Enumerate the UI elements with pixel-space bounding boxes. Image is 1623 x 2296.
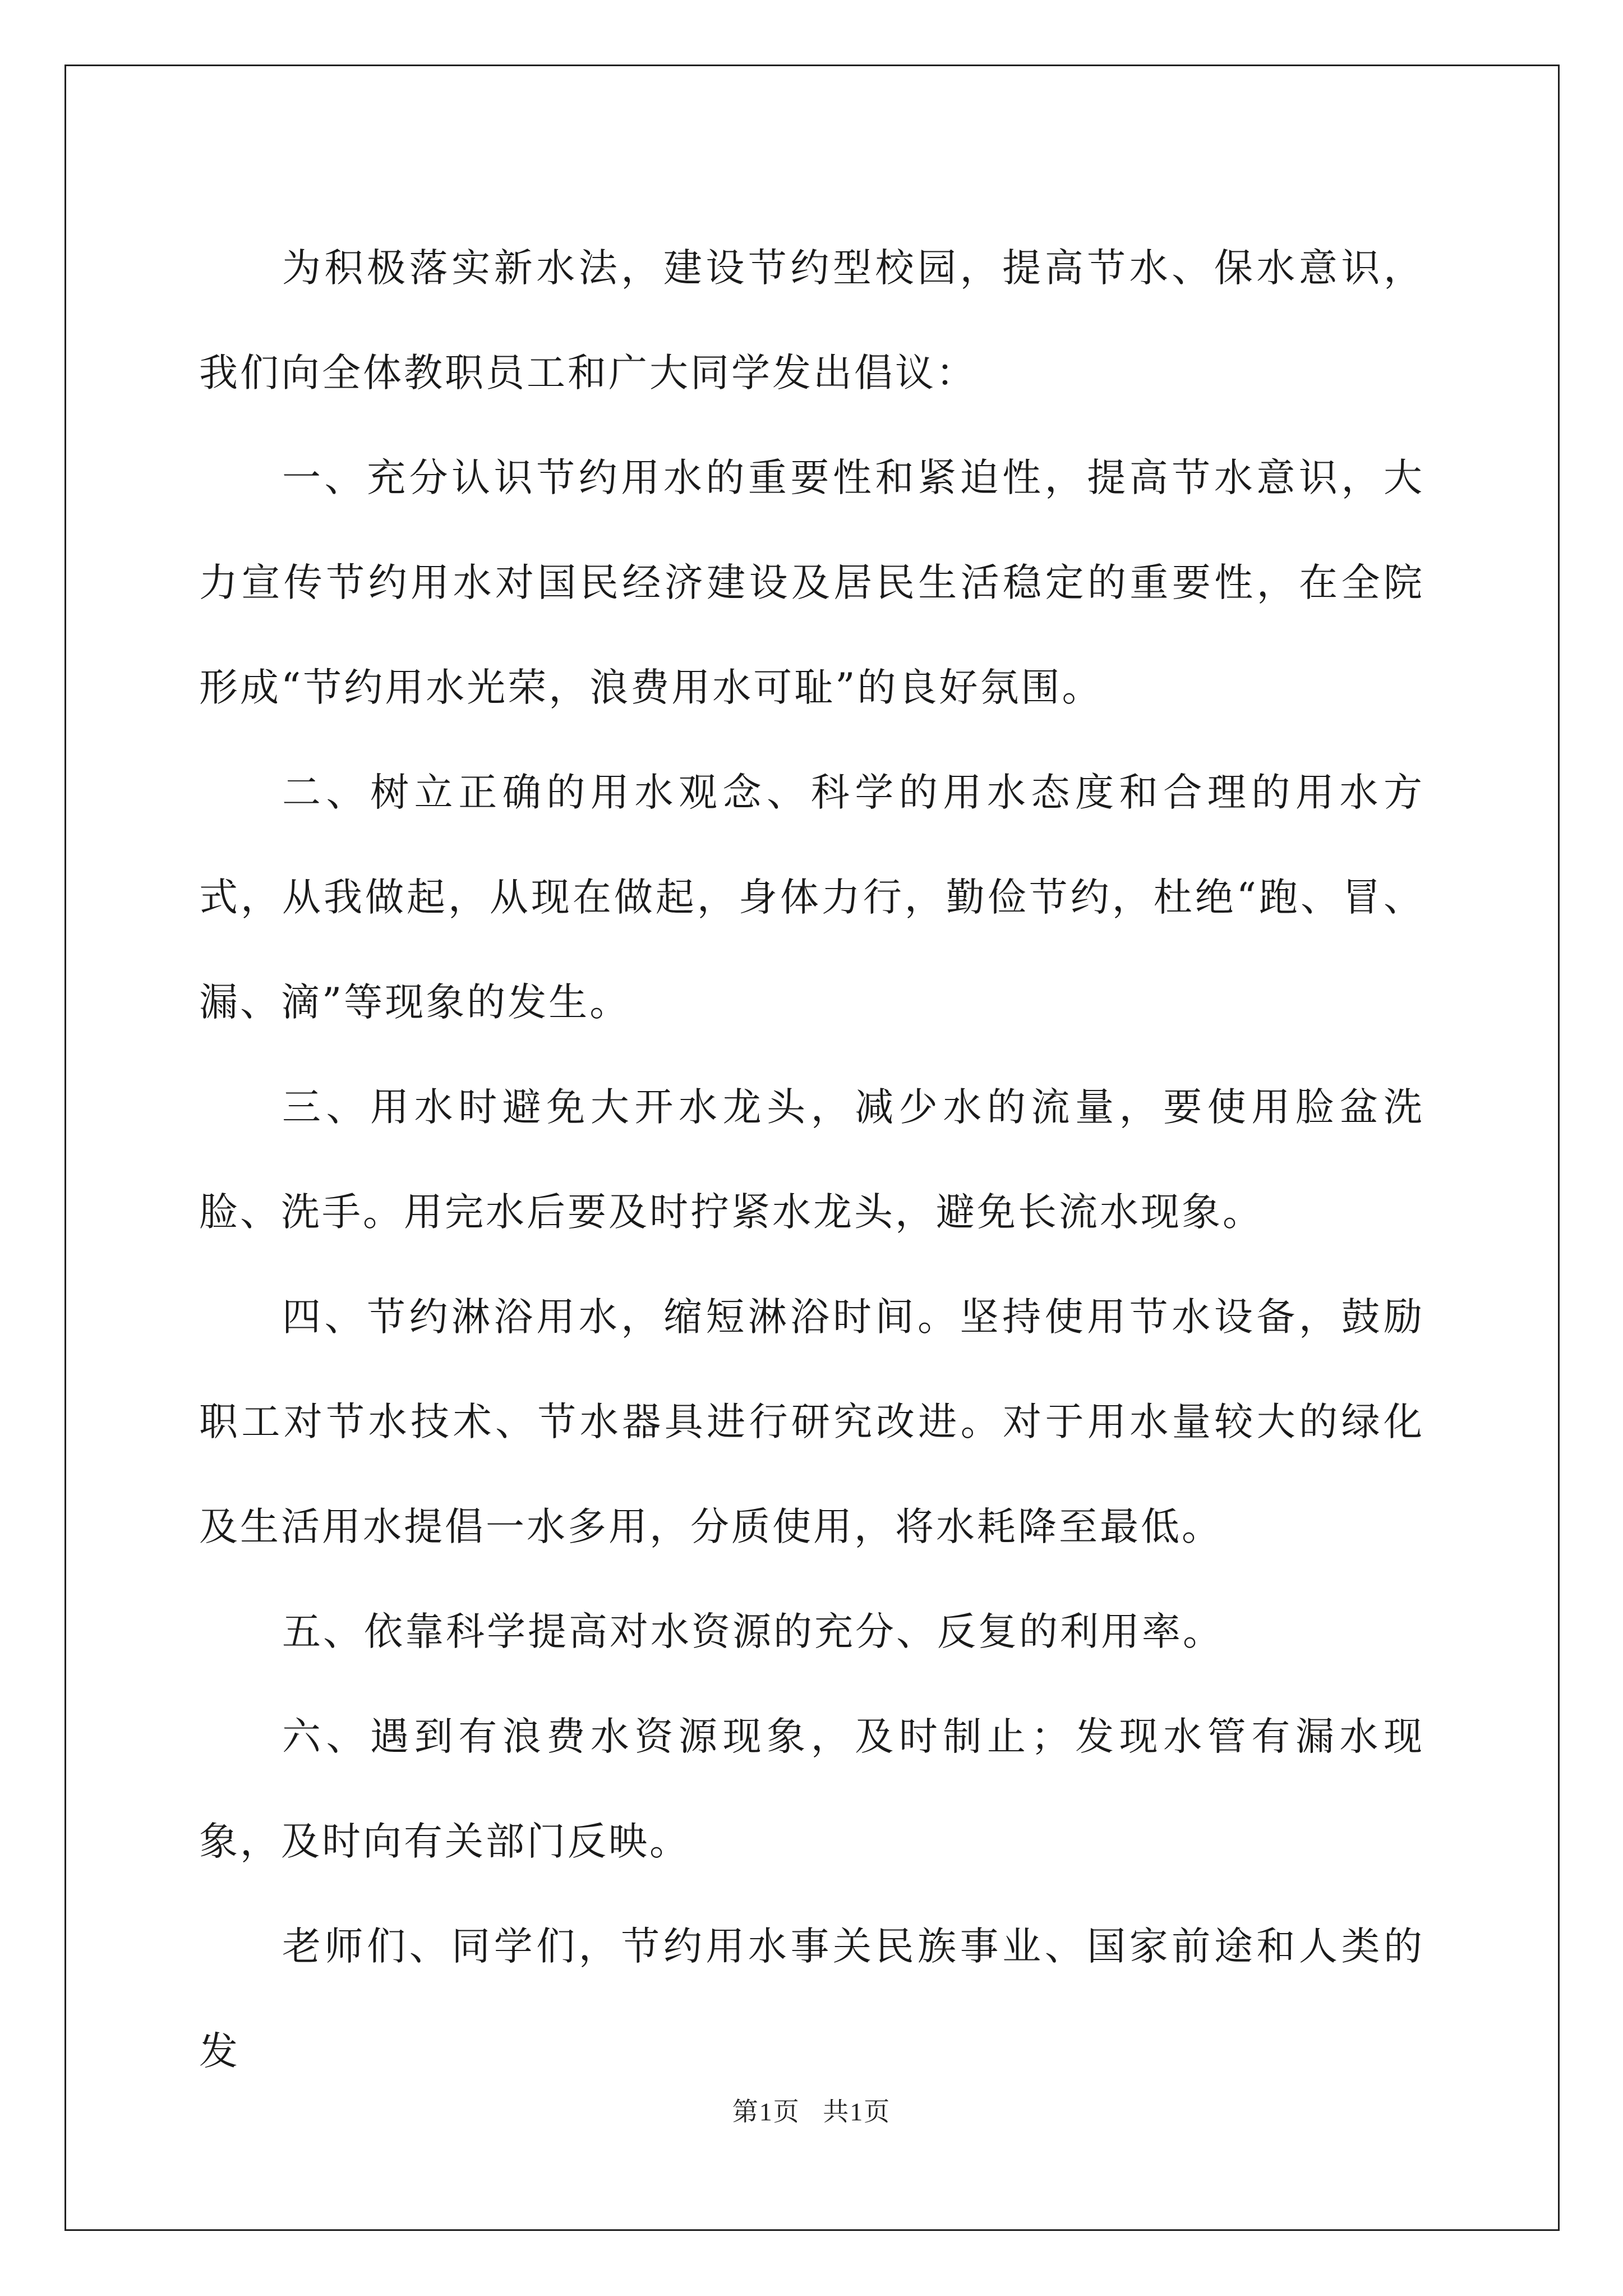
paragraph-item-3: 三、用水时避免大开水龙头，减少水的流量，要使用脸盆洗脸、洗手。用完水后要及时拧紧水龙头，避免长流水现象。: [199, 1085, 1424, 1235]
paragraph-closing: 老师们、同学们，节约用水事关民族事业、国家前途和人类的发: [199, 1924, 1424, 2074]
paragraph-intro: 为积极落实新水法，建设节约型校园，提高节水、保水意识，我们向全体教职员工和广大同学发出倡议：: [199, 246, 1424, 395]
paragraph-item-1: 一、充分认识节约用水的重要性和紧迫性，提高节水意识，大力宣传节约用水对国民经济建设及居民生活稳定的重要性，在全院形成“节约用水光荣，浪费用水可耻”的良好氛围。: [199, 455, 1424, 710]
paragraph-item-5: 五、依靠科学提高对水资源的充分、反复的利用率。: [282, 1609, 1224, 1654]
document-body: [199, 216, 1424, 2104]
paragraph-item-6: 六、遇到有浪费水资源现象，及时制止；发现水管有漏水现象，及时向有关部门反映。: [199, 1714, 1424, 1864]
paragraph-item-2: 二、树立正确的用水观念、科学的用水态度和合理的用水方式，从我做起，从现在做起，身体力行，勤俭节约，杜绝“跑、冒、漏、滴”等现象的发生。: [199, 770, 1424, 1025]
page-number-current: 第1页: [732, 2097, 800, 2126]
page-footer: [0, 2091, 1623, 2128]
paragraph-item-4: 四、节约淋浴用水，缩短淋浴时间。坚持使用节水设备，鼓励职工对节水技术、节水器具进行研究改进。对于用水量较大的绿化及生活用水提倡一水多用，分质使用，将水耗降至最低。: [199, 1295, 1424, 1549]
page-number-total: 共1页: [823, 2097, 891, 2126]
